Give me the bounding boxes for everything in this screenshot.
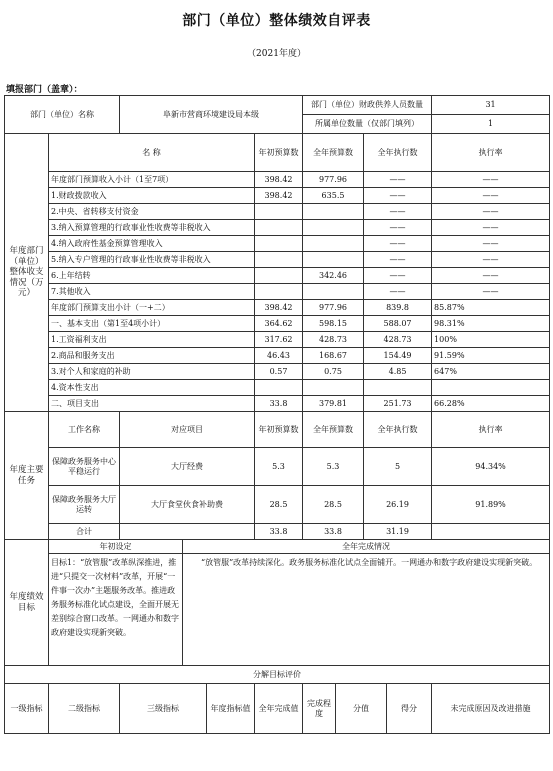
goals-col-done: 全年完成情况: [183, 540, 550, 554]
sub-unit-label: 所属单位数量（仅部门填列）: [303, 115, 432, 134]
budget-col-rate: 执行率: [432, 134, 550, 172]
table-row: 保障政务服务大厅运转 大厅食堂伙食补助费 28.5 28.5 26.19 91.89%: [5, 486, 550, 524]
goals-section-label: 年度绩效目标: [5, 540, 49, 666]
table-row: 3.对个人和家庭的补助 0.57 0.75 4.85 647%: [5, 364, 550, 380]
table-row: 2.商品和服务支出 46.43 168.67 154.49 91.59%: [5, 348, 550, 364]
dept-name-value: 阜新市营商环境建设局本级: [120, 96, 303, 134]
eval-col-reason: 未完成原因及改进措施: [432, 684, 550, 734]
budget-section-label: 年度部门（单位）整体收支情况（万元）: [5, 134, 49, 412]
table-row: 6.上年结转 342.46 —— ——: [5, 268, 550, 284]
eval-col-annual-done: 全年完成值: [255, 684, 303, 734]
tasks-col-exec: 全年执行数: [364, 412, 432, 448]
tasks-col-initial: 年初预算数: [255, 412, 303, 448]
tasks-section-label: 年度主要任务: [5, 412, 49, 540]
tasks-col-rate: 执行率: [432, 412, 550, 448]
tasks-col-full: 全年预算数: [303, 412, 364, 448]
budget-col-full: 全年预算数: [303, 134, 364, 172]
tasks-total-row: 合计 33.8 33.8 31.19: [5, 524, 550, 540]
goals-initial-text: 目标1：“放管服”改革纵深推进，推进“只提交一次材料”改革，开展“一件事一次办”主题服务改革。推进政务服务标准化试点建设，全面开展无差别综合窗口改革。一网通办和数字政府建设实现新突破。: [49, 554, 183, 666]
table-row: 7.其他收入 —— ——: [5, 284, 550, 300]
eval-col-score-value: 分值: [336, 684, 387, 734]
table-row: 5.纳入专户管理的行政事业性收费等非税收入 —— ——: [5, 252, 550, 268]
fill-unit-label: 填报部门（盖章）：: [6, 85, 83, 95]
evaluation-table: [4, 95, 550, 734]
eval-col-level2: 二级指标: [49, 684, 120, 734]
table-row: 4.资本性支出: [5, 380, 550, 396]
eval-col-level3: 三级指标: [120, 684, 207, 734]
eval-col-annual-target: 年度指标值: [207, 684, 255, 734]
eval-col-score: 得分: [387, 684, 432, 734]
staff-count-label: 部门（单位）财政供养人员数量: [303, 96, 432, 115]
staff-count-value: 31: [432, 96, 550, 115]
table-row: 4.纳入政府性基金预算管理收入 —— ——: [5, 236, 550, 252]
budget-col-name: 名 称: [49, 134, 255, 172]
table-row: 1.工资福利支出 317.62 428.73 428.73 100%: [5, 332, 550, 348]
dept-name-label: 部门（单位）名称: [5, 96, 120, 134]
table-row: 保障政务服务中心平稳运行 大厅经费 5.3 5.3 5 94.34%: [5, 448, 550, 486]
goals-done-text: “放管服”改革持续深化。政务服务标准化试点全面铺开。一网通办和数字政府建设实现新突破。: [183, 554, 550, 666]
sub-unit-value: 1: [432, 115, 550, 134]
table-row: 一、基本支出（第1至4项小计） 364.62 598.15 588.07 98.31%: [5, 316, 550, 332]
eval-title: 分解目标评价: [5, 666, 550, 684]
table-row: 年度部门预算收入小计（1至7项） 398.42 977.96 —— ——: [5, 172, 550, 188]
eval-col-level1: 一级指标: [5, 684, 49, 734]
page-title: 部门（单位）整体绩效自评表: [182, 13, 371, 29]
table-row: 1.财政拨款收入 398.42 635.5 —— ——: [5, 188, 550, 204]
tasks-col-task: 工作名称: [49, 412, 120, 448]
table-row: 年度部门预算支出小计（一+二） 398.42 977.96 839.8 85.87%: [5, 300, 550, 316]
report-year: （2021年度）: [247, 49, 306, 59]
table-row: 3.纳入预算管理的行政事业性收费等非税收入 —— ——: [5, 220, 550, 236]
table-row: 二、项目支出 33.8 379.81 251.73 66.28%: [5, 396, 550, 412]
budget-col-initial: 年初预算数: [255, 134, 303, 172]
table-row: 2.中央、省转移支付资金 —— ——: [5, 204, 550, 220]
eval-col-degree: 完成程度: [303, 684, 336, 734]
goals-col-initial: 年初设定: [49, 540, 183, 554]
tasks-col-item: 对应项目: [120, 412, 255, 448]
budget-col-exec: 全年执行数: [364, 134, 432, 172]
